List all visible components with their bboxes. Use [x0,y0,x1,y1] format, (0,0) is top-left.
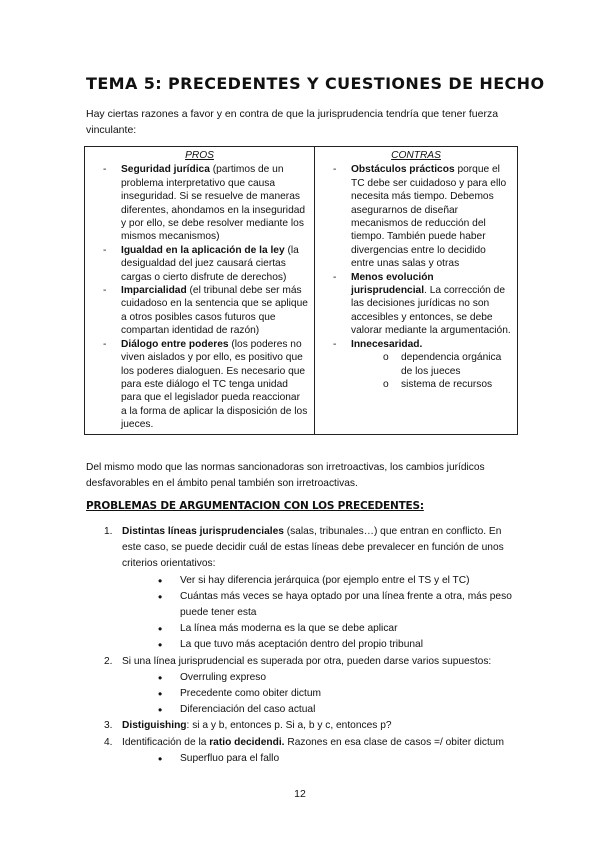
contras-item-title: Menos evolución jurisprudencial [351,271,434,297]
pros-item-title: Imparcialidad [121,285,187,297]
bullet-item: • Ver si hay diferencia jerárquica (por ejemplo entre el TS y el TC) [158,573,522,589]
pros-item-text: (el tribunal debe ser más cuidadoso en la sentencia que se aplique a otros posibles casos futuros que compartan identidad de razón) [121,285,308,337]
after-table-paragraph: Del mismo modo que las normas sancionadoras son irretroactivas, los cambios jurídicos desfavorables en el ámbito penal también son irretroactivas. [86,462,485,489]
page-number: 12 [294,788,306,800]
problem-text: Si una línea jurisprudencial es superada por otra, pueden darse varios supuestos: [122,655,492,667]
contras-subitem: o sistema de recursos [383,378,511,391]
pros-item-text: (partimos de un problema interpretativo que causa inseguridad. Si se resuelve de maneras diferentes, ahondamos en la inseguridad y por ello, se debe resolver mediante los mismos mecanismos) [121,164,306,243]
bullet-item: • La línea más moderna es la que se debe aplicar [158,621,522,637]
pros-item-text: (la desigualdad del juez causará ciertas cargas o cierto disfrute de derechos) [121,244,299,283]
contras-subitem: o dependencia orgánica de los jueces [383,351,511,378]
pros-item-title: Diálogo entre poderes [121,338,229,350]
contras-header: CONTRAS [391,150,441,161]
problem-text: Razones en esa clase de casos =/ obiter dictum [284,736,504,748]
problem-item [86,654,522,719]
contras-item [333,338,511,392]
bullet-item: • Overruling expreso [158,670,522,686]
problem-title: Distintas líneas jurisprudenciales [122,526,284,537]
problem-number: 4. [104,736,113,748]
problem-number: 2. [104,655,113,667]
bullet-item: • Diferenciación del caso actual [158,702,522,718]
contras-item [333,271,511,338]
problems-list [86,524,522,767]
problem-text: (salas, tribunales…) que entran en conflicto. En este caso, se puede decidir cuál de estas líneas debe prevalecer en función de unos criterios orientativos: [122,526,504,570]
pros-item [103,338,308,432]
bullet-item: • La que tuvo más aceptación dentro del propio tribunal [158,637,522,653]
problem-number: 3. [104,720,113,732]
problem-title: ratio decidendi. [209,736,285,748]
contras-item-title: Obstáculos prácticos [351,164,455,176]
pros-item-title: Igualdad en la aplicación de la ley [121,244,285,256]
problem-number: 1. [104,526,113,537]
bullet-item: • Precedente como obiter dictum [158,686,522,702]
problem-item [86,524,522,654]
pros-item-title: Seguridad jurídica [121,164,210,176]
pros-item [103,244,308,284]
pros-item [103,284,308,338]
intro-paragraph: Hay ciertas razones a favor y en contra de que la jurisprudencia tendría que tener fuerza vinculante: [86,108,499,136]
bullet-item: • Cuántas más veces se haya optado por una línea frente a otra, más peso puede tener esta [158,589,522,621]
contras-item-title: Innecesaridad. [351,338,423,350]
problem-item [86,718,522,734]
bullet-item: • Superfluo para el fallo [158,751,522,767]
page-title: TEMA 5: PRECEDENTES Y CUESTIONES DE HECHO [86,74,545,93]
pros-column [85,147,315,435]
contras-column [315,147,518,435]
contras-item-text: . La corrección de las decisiones jurídicas no son accesibles y entonces, se debe valorar mediante la argumentación. [351,285,511,337]
problem-text-prefix: Identificación de la [122,736,210,748]
pros-item-text: (los poderes no viven aislados y por ello, es positivo que los poderes dialoguen. Es necesario que para este diálogo el TC tenga unidad para que el legislador pueda reaccionar a la forma de aplicar la disposición de los jueces. [121,338,308,431]
pros-item [103,163,308,243]
pros-header: PROS [185,150,214,161]
problem-title: Distiguishing [122,720,187,732]
problem-text: : si a y b, entonces p. Si a, b y c, entonces p? [186,720,392,732]
problem-item [86,735,522,767]
section-subtitle: PROBLEMAS DE ARGUMENTACION CON LOS PRECEDENTES: [86,500,424,512]
pros-contras-table [84,146,518,435]
contras-item [333,163,511,270]
contras-item-text: porque el TC debe ser cuidadoso y para ello necesita más tiempo. Debemos asegurarnos de diseñar mecanismos de reducción del tiempo. También puede haber divergencias entre lo decidido entre unas salas y otras [351,164,507,270]
